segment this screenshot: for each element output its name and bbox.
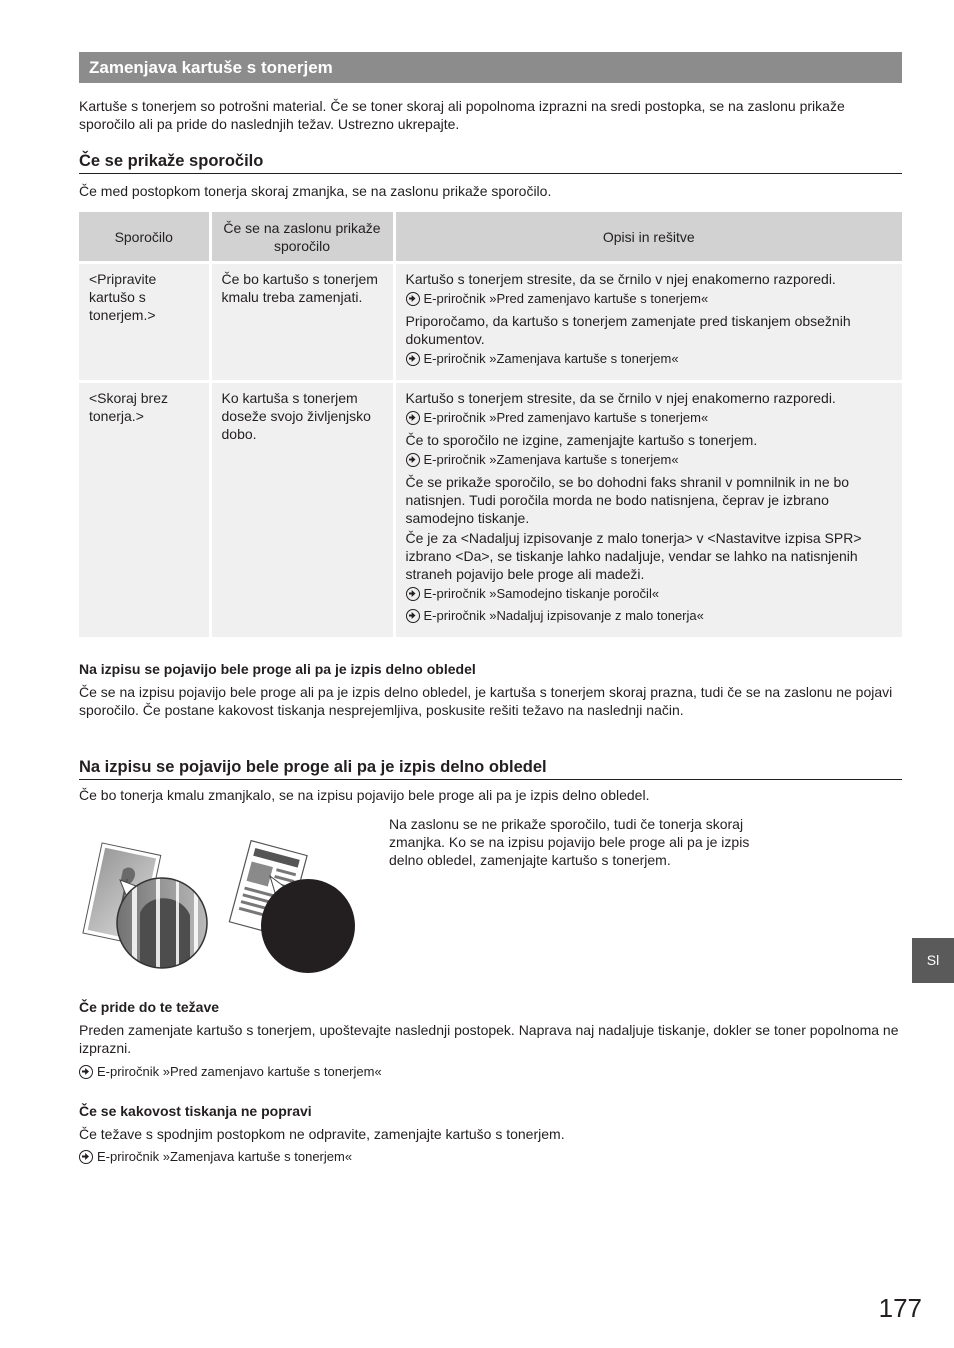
faded-print-subheading: Na izpisu se pojavijo bele proge ali pa je izpis delno obledel	[79, 661, 476, 677]
table-header-row	[79, 212, 902, 263]
reference-label: E-priročnik »Pred zamenjavo kartuše s tonerjem«	[97, 1064, 382, 1079]
section-title: Zamenjava kartuše s tonerjem	[79, 52, 902, 83]
manual-reference[interactable]	[406, 350, 893, 368]
table-header: Sporočilo	[79, 212, 210, 263]
reference-label: E-priročnik »Zamenjava kartuše s tonerjem«	[423, 351, 679, 366]
reference-label: E-priročnik »Zamenjava kartuše s tonerjem«	[97, 1149, 353, 1164]
table-row	[79, 382, 902, 639]
language-tab: Sl	[912, 938, 954, 983]
description-text: Kartušo s tonerjem stresite, da se črnilo v njej enakomerno razporedi.	[405, 390, 836, 406]
manual-reference[interactable]	[406, 290, 893, 308]
description-cell	[394, 263, 902, 382]
description-text: Kartušo s tonerjem stresite, da se črnilo v njej enakomerno razporedi.	[405, 271, 836, 287]
when-cell: Če bo kartušo s tonerjem kmalu treba zamenjati.	[210, 263, 394, 382]
print-side-text: Na zaslonu se ne prikaže sporočilo, tudi če tonerja skoraj zmanjka. Ko se na izpisu pojavijo bele proge ali pa je izpis delno obledel, zamenjajte kartušo s tonerjem.	[389, 816, 750, 868]
arrow-circle-icon	[406, 587, 420, 601]
quality-text: Če težave s spodnjim postopkom ne odpravite, zamenjajte kartušo s tonerjem.	[79, 1126, 565, 1142]
arrow-circle-icon	[406, 453, 420, 467]
table-header: Če se na zaslonu prikaže sporočilo	[210, 212, 394, 263]
arrow-circle-icon	[406, 609, 420, 623]
arrow-circle-icon	[406, 352, 420, 366]
message-table	[79, 212, 902, 640]
arrow-circle-icon	[406, 411, 420, 425]
message-cell: <Skoraj brez tonerja.>	[79, 382, 210, 639]
description-text: Če se prikaže sporočilo, se bo dohodni faks shranil v pomnilnik in ne bo natisnjen. Tudi poročila morda ne bodo natisnjena, čeprav je izbrano samodejno tiskanje.	[405, 474, 850, 526]
description-text: Če je za <Nadaljuj izpisovanje z malo tonerja> v <Nastavitve izpisa SPR> izbrano <Da>, se tiskanje lahko nadaljuje, vendar se lahko na natisnjenih straneh pojavijo bele proge ali madeži.	[405, 530, 862, 582]
when-cell: Ko kartuša s tonerjem doseže svojo življenjsko dobo.	[210, 382, 394, 639]
arrow-circle-icon	[79, 1065, 93, 1079]
table-row	[79, 263, 902, 382]
reference-label: E-priročnik »Pred zamenjavo kartuše s tonerjem«	[423, 291, 709, 306]
message-intro: Če med postopkom tonerja skoraj zmanjka, se na zaslonu prikaže sporočilo.	[79, 183, 552, 199]
page-number: 177	[878, 1293, 922, 1323]
message-heading	[79, 151, 902, 174]
description-cell	[394, 382, 902, 639]
reference-label: E-priročnik »Zamenjava kartuše s tonerjem«	[423, 452, 679, 467]
problem-heading: Če pride do te težave	[79, 999, 220, 1015]
message-heading-text: Če se prikaže sporočilo	[79, 151, 902, 174]
message-cell: <Pripravite kartušo s tonerjem.>	[79, 263, 210, 382]
streaked-print-illustration	[80, 838, 360, 974]
print-heading	[79, 757, 902, 780]
print-heading-text: Na izpisu se pojavijo bele proge ali pa je izpis delno obledel	[79, 757, 902, 780]
print-intro: Če bo tonerja kmalu zmanjkalo, se na izpisu pojavijo bele proge ali pa je izpis delno obledel.	[79, 787, 650, 803]
description-text: Priporočamo, da kartušo s tonerjem zamenjate pred tiskanjem obsežnih dokumentov.	[405, 313, 851, 347]
description-text: Če to sporočilo ne izgine, zamenjajte kartušo s tonerjem.	[405, 432, 758, 448]
table-header: Opisi in rešitve	[394, 212, 902, 263]
reference-label: E-priročnik »Nadaljuj izpisovanje z malo tonerja«	[423, 608, 704, 623]
faded-print-text: Če se na izpisu pojavijo bele proge ali pa je izpis delno obledel, je kartuša s tonerjem skoraj prazna, tudi če se na zaslonu ne pojavi sporočilo. Če postane kakovost tiskanja nesprejemljiva, poskusite rešiti težavo na naslednji način.	[79, 684, 893, 718]
manual-reference[interactable]	[406, 409, 893, 427]
manual-reference[interactable]	[79, 1148, 352, 1166]
manual-reference[interactable]	[406, 451, 893, 469]
problem-text: Preden zamenjate kartušo s tonerjem, upoštevajte naslednji postopek. Naprava naj nadaljuje tiskanje, dokler se toner popolnoma ne izprazni.	[79, 1022, 899, 1056]
intro-text: Kartuše s tonerjem so potrošni material. Če se toner skoraj ali popolnoma izprazni na sredi postopka, se na zaslonu prikaže sporočilo ali pa pride do naslednjih težav. Ustrezno ukrepajte.	[79, 98, 845, 132]
quality-heading: Če se kakovost tiskanja ne popravi	[79, 1103, 312, 1119]
reference-label: E-priročnik »Samodejno tiskanje poročil«	[423, 586, 660, 601]
manual-reference[interactable]	[406, 607, 893, 625]
manual-reference[interactable]	[406, 585, 893, 603]
arrow-circle-icon	[406, 292, 420, 306]
magnifier-faded	[261, 879, 355, 973]
reference-label: E-priročnik »Pred zamenjavo kartuše s tonerjem«	[423, 410, 709, 425]
manual-reference[interactable]	[79, 1063, 382, 1081]
arrow-circle-icon	[79, 1150, 93, 1164]
